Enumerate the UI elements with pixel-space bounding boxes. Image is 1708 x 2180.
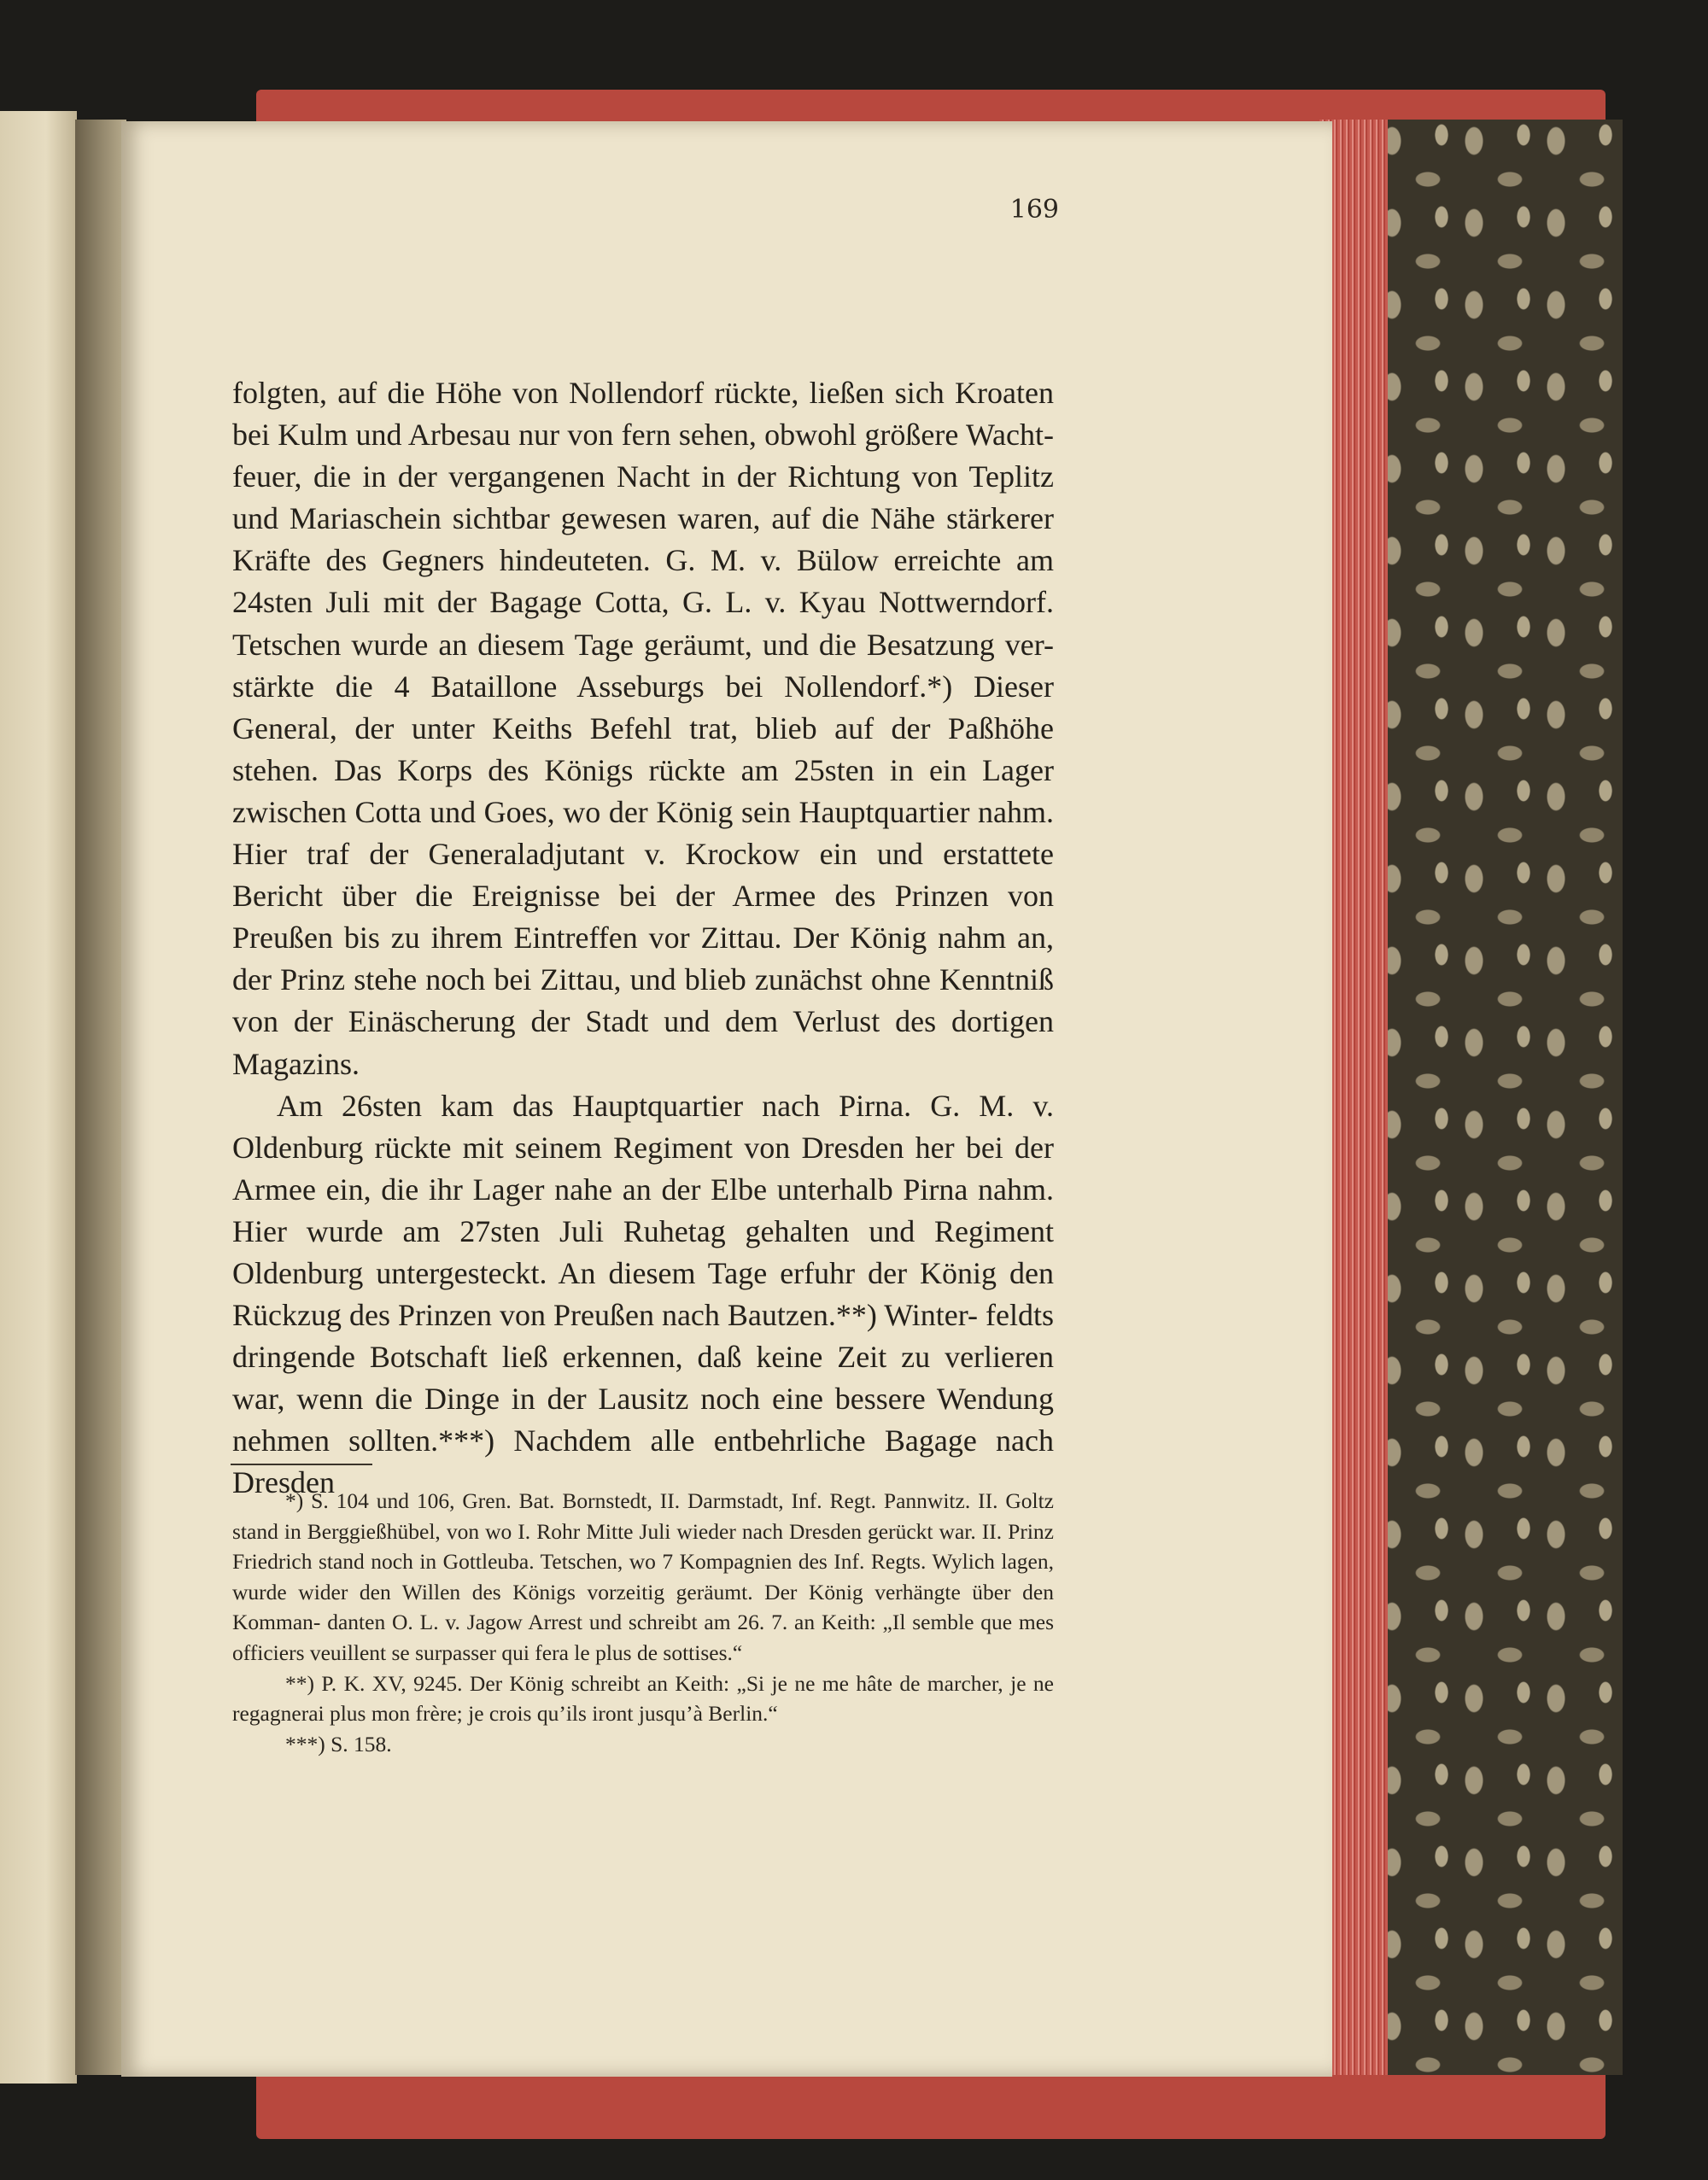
body-text: [232, 372, 1054, 1505]
footnote: **) P. K. XV, 9245. Der König schreibt an Keith: „Si je ne me hâte de marcher, je ne regagnerai plus mon frère; je crois qu’ils iront jusqu’à Berlin.“: [232, 1670, 1054, 1727]
book-gutter: [75, 120, 126, 2075]
paragraph: folgten, auf die Höhe von Nollendorf rückte, ließen sich Kroaten bei Kulm und Arbesau nur von fern sehen, obwohl größere Wacht- feuer, die in der vergangenen Nacht in der Richtung von Teplitz und Mariaschein sichtbar gewesen waren, auf die Nähe stärkerer Kräfte des Gegners hindeuteten. G. M. v. Bülow erreichte am 24sten Juli mit der Bagage Cotta, G. L. v. Kyau Nottwerndorf. Tetschen wurde an diesem Tage geräumt, und die Besatzung ver- stärkte die 4 Bataillone Asseburgs bei Nollendorf.*) Dieser General, der unter Keiths Befehl trat, blieb auf der Paßhöhe stehen. Das Korps des Königs rückte am 25sten in ein Lager zwischen Cotta und Goes, wo der König sein Hauptquartier nahm. Hier traf der Generaladjutant v. Krockow ein und erstattete Bericht über die Ereignisse bei der Armee des Prinzen von Preußen bis zu ihrem Eintreffen vor Zittau. Der König nahm an, der Prinz stehe noch bei Zittau, und blieb zunächst ohne Kenntniß von der Einäscherung der Stadt und dem Verlust des dortigen Magazins.: [232, 376, 1054, 1081]
footnote: *) S. 104 und 106, Gren. Bat. Bornstedt, II. Darmstadt, Inf. Regt. Pannwitz. II. Goltz stand in Berggießhübel, von wo I. Rohr Mitte Juli wieder nach Dresden gerückt war. II. Prinz Friedrich stand noch in Gottleuba. Tetschen, wo 7 Kompagnien des Inf. Regts. Wylich lagen, wurde wider den Willen des Königs vorzeitig geräumt. Der König verhängte über den Komman- danten O. L. v. Jagow Arrest und schreibt am 26. 7. an Keith: „Il semble que mes officiers veuillent se surpasser qui fera le plus de sottises.“: [232, 1488, 1054, 1665]
footnote-separator: [231, 1464, 372, 1465]
page-number: 169: [1009, 195, 1059, 225]
left-page-edge: [0, 111, 77, 2084]
footnote: ***) S. 158.: [285, 1731, 392, 1756]
footnotes: [232, 1486, 1054, 1759]
marbled-endpaper: [1375, 120, 1623, 2075]
paragraph: Am 26sten kam das Hauptquartier nach Pirna. G. M. v. Oldenburg rückte mit seinem Regiment von Dresden her bei der Armee ein, die ihr Lager nahe an der Elbe unterhalb Pirna nahm. Hier wurde am 27sten Juli Ruhetag gehalten und Regiment Oldenburg untergesteckt. An diesem Tage erfuhr der König den Rückzug des Prinzen von Preußen nach Bautzen.**) Winter- feldts dringende Botschaft ließ erkennen, daß keine Zeit zu verlieren war, wenn die Dinge in der Lausitz noch eine bessere Wendung nehmen sollten.***) Nachdem alle entbehrliche Bagage nach Dresden: [232, 1088, 1054, 1500]
